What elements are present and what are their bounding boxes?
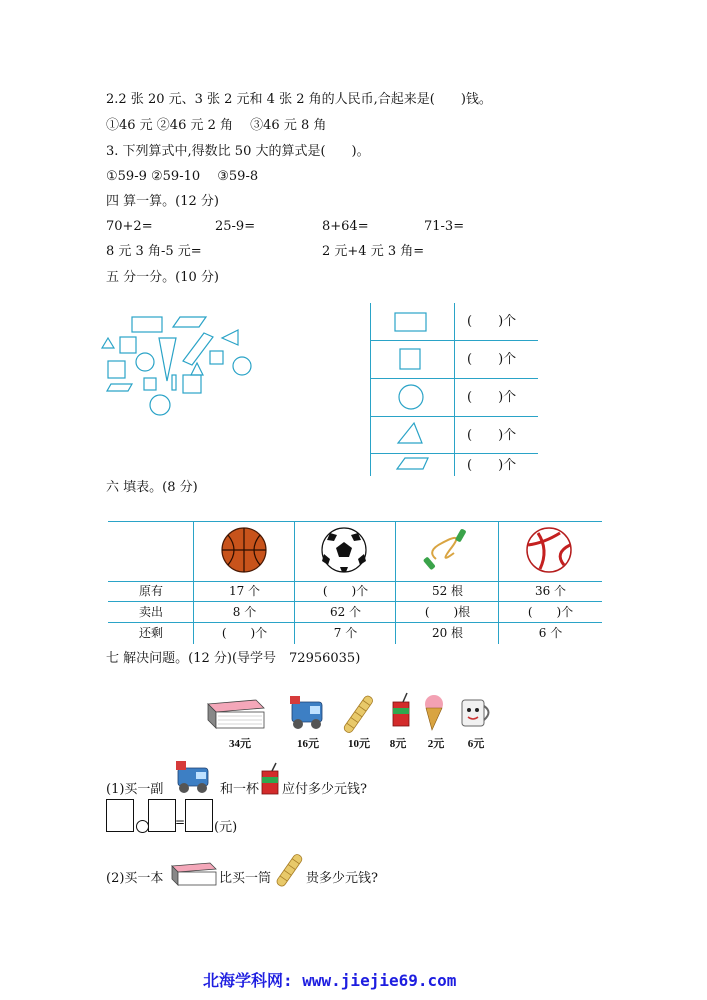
problem-1-unit: (元) — [214, 820, 238, 835]
shape-square-4 — [144, 378, 156, 390]
row-label-sold: 卖出 — [138, 605, 163, 619]
section-4-title: 四 算一算。(12 分) — [106, 194, 219, 209]
book-icon — [208, 700, 264, 728]
problem-1-text-c: 应付多少元钱? — [282, 782, 367, 797]
answer-box-2[interactable] — [148, 799, 176, 832]
problem-1-text-a: (1)买一副 — [106, 782, 164, 797]
section-7-title: 七 解决问题。(12 分)(导学号 72956035) — [106, 651, 361, 666]
answer-box-1[interactable] — [106, 799, 134, 832]
toy-train-inline-icon — [172, 758, 216, 794]
problem-2-text-b: 比买一筒 — [219, 871, 272, 886]
table-parallelogram-icon — [397, 458, 428, 469]
rect-count-blank[interactable]: ( )个 — [467, 314, 517, 329]
section-6-title: 六 填表。(8 分) — [106, 480, 198, 495]
cell-2-2: 62 个 — [329, 605, 362, 619]
cell-1-3: 52 根 — [431, 584, 464, 598]
problem-2-text-a: (2)买一本 — [106, 871, 164, 886]
cell-1-1: 17 个 — [228, 584, 261, 598]
basketball-icon — [222, 528, 266, 572]
equals-sign: = — [175, 815, 186, 829]
calc-2: 25-9= — [215, 219, 256, 234]
table-rect-icon — [395, 313, 426, 331]
cell-2-4[interactable]: ( )个 — [527, 605, 574, 619]
toy-train-icon — [290, 696, 322, 729]
mixed-shapes-group — [100, 305, 270, 420]
problem-2-text-c: 贵多少元钱? — [306, 871, 378, 886]
calc-4: 71-3= — [424, 219, 465, 234]
shape-parallelogram-3 — [107, 384, 132, 391]
problem-1-text-b: 和一杯 — [220, 782, 260, 797]
shape-square-1 — [120, 337, 136, 353]
volleyball-icon — [527, 528, 571, 572]
shape-parallelogram-2 — [183, 333, 213, 365]
table-square-icon — [400, 349, 420, 369]
price-train: 16元 — [297, 738, 319, 750]
row-label-original: 原有 — [138, 584, 163, 598]
answer-box-3[interactable] — [185, 799, 213, 832]
shape-square-5 — [183, 375, 201, 393]
shape-circle-3 — [150, 395, 170, 415]
cell-2-1: 8 个 — [232, 605, 257, 619]
shape-circle-2 — [233, 357, 251, 375]
price-ice-cream: 2元 — [427, 738, 445, 750]
shape-circle-1 — [136, 353, 154, 371]
drink-cup-inline-icon — [260, 762, 280, 796]
calc-6: 2 元+4 元 3 角= — [322, 244, 425, 259]
drink-cup-icon — [393, 693, 409, 726]
calc-5: 8 元 3 角-5 元= — [106, 244, 202, 259]
ice-cream-icon — [425, 695, 443, 730]
jump-rope-icon — [423, 528, 467, 570]
book-inline-icon — [170, 860, 218, 888]
biscuit-stick-inline-icon — [274, 850, 304, 890]
cell-1-4: 36 个 — [534, 584, 567, 598]
shape-square-2 — [210, 351, 223, 364]
cell-1-2[interactable]: ( )个 — [322, 584, 369, 598]
section-5-title: 五 分一分。(10 分) — [106, 270, 219, 285]
cell-3-2: 7 个 — [333, 626, 358, 640]
table-triangle-icon — [398, 423, 422, 443]
q2-question: 2.2 张 20 元、3 张 2 元和 4 张 2 角的人民币,合起来是( )钱。 — [106, 92, 492, 107]
table-circle-icon — [399, 385, 423, 409]
shape-parallelogram-1 — [173, 317, 206, 327]
cell-3-3: 20 根 — [431, 626, 464, 640]
cell-2-3[interactable]: ( )根 — [424, 605, 471, 619]
q3-options: ①59-9 ②59-10 ③59-8 — [106, 169, 259, 184]
footer-website[interactable]: 北海学科网: www.jiejie69.com — [203, 971, 457, 990]
circle-count-blank[interactable]: ( )个 — [467, 390, 517, 405]
triangle-count-blank[interactable]: ( )个 — [467, 428, 517, 443]
row-label-remaining: 还剩 — [138, 626, 163, 640]
biscuit-stick-icon — [343, 695, 374, 735]
shape-triangle-1 — [222, 330, 238, 345]
price-drink: 8元 — [389, 738, 407, 750]
products-row — [200, 690, 510, 735]
shape-triangle-2 — [102, 338, 114, 348]
shape-square-3 — [108, 361, 125, 378]
price-book: 34元 — [229, 738, 251, 750]
soccer-ball-icon — [322, 528, 366, 572]
shape-rect-thin — [172, 375, 176, 390]
q3-question: 3. 下列算式中,得数比 50 大的算式是( )。 — [106, 144, 370, 159]
mug-icon — [462, 700, 489, 726]
cell-3-4: 6 个 — [538, 626, 563, 640]
calc-1: 70+2= — [106, 219, 153, 234]
parallelogram-count-blank[interactable]: ( )个 — [467, 458, 517, 473]
q2-options: ①46 元 ②46 元 2 角 ③46 元 8 角 — [106, 118, 327, 133]
shape-rect-1 — [132, 317, 162, 332]
price-biscuit: 10元 — [348, 738, 370, 750]
square-count-blank[interactable]: ( )个 — [467, 352, 517, 367]
price-mug: 6元 — [467, 738, 485, 750]
cell-3-1[interactable]: ( )个 — [221, 626, 268, 640]
calc-3: 8+64= — [322, 219, 369, 234]
